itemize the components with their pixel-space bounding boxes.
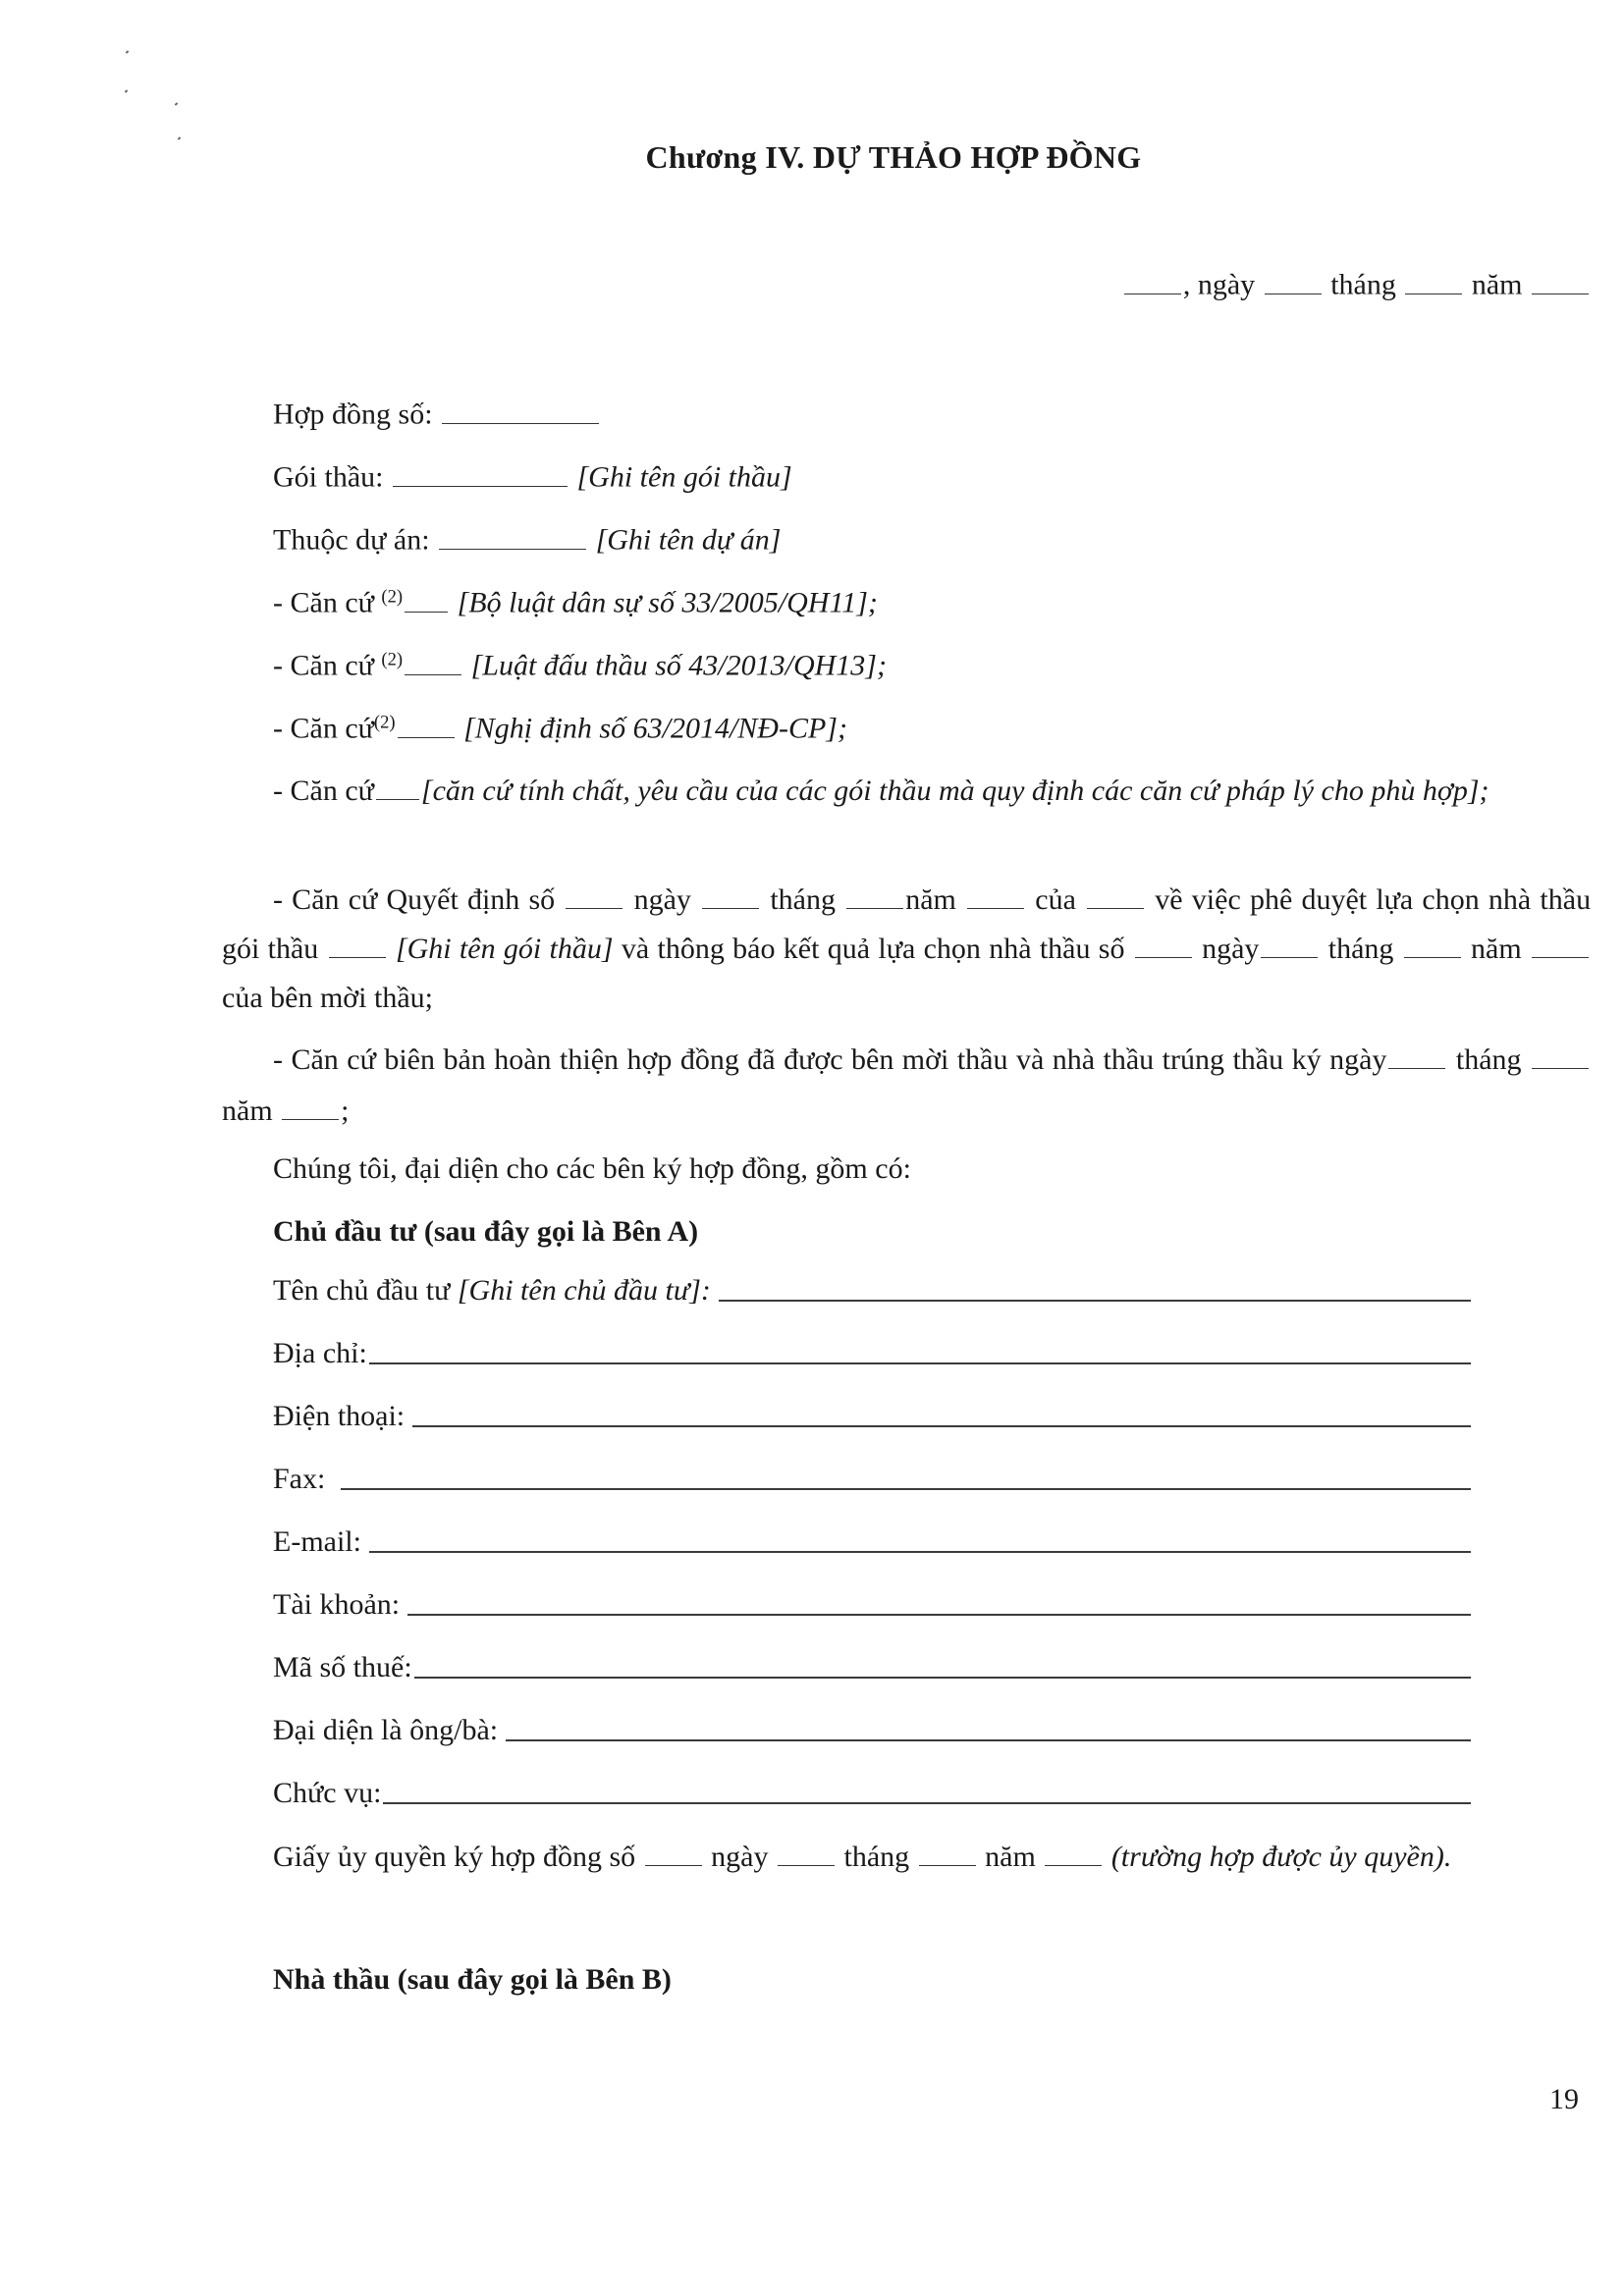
text: ngày [711,1841,769,1873]
package-label: Gói thầu: [273,460,384,494]
basis-general-paragraph [222,766,1591,817]
basis-decree [273,709,847,746]
basis-reference: [Nghị định số 63/2014/NĐ-CP]; [463,712,847,745]
package-hint: [Ghi tên gói thầu] [395,933,614,965]
blank [778,1838,835,1867]
authorization-paragraph [222,1832,1591,1883]
page-number: 19 [1549,2083,1579,2115]
field-label: Tài khoản: [273,1588,401,1621]
comma: , [1182,268,1191,301]
scan-speck [126,50,130,53]
text: của bên mời thầu; [222,982,433,1014]
field-hint: [Ghi tên chủ đầu tư]: [457,1274,711,1307]
blank [645,1838,702,1867]
contract-number-blank [442,395,599,424]
field-blank-line [414,1677,1471,1679]
basis-blank [405,646,461,675]
field-label: Đại diện là ông/bà: [273,1714,499,1746]
blank [329,930,386,959]
party-b-heading: Nhà thầu (sau đây gọi là Bên B) [273,1963,672,1996]
party-a-address-field [273,1337,1471,1370]
field-label: Tên chủ đầu tư [273,1274,451,1307]
day-blank [1265,265,1322,294]
blank [1135,930,1192,959]
text: về việc phê duyệt lựa chọn nhà thầu gói thầu [222,883,1592,965]
project-line [273,520,781,558]
party-a-heading: Chủ đầu tư (sau đây gọi là Bên A) [273,1215,699,1248]
text: ; [341,1095,350,1127]
party-a-email-field [273,1525,1471,1559]
basis-blank [398,709,455,738]
party-a-representative-field [273,1714,1471,1747]
basis-blank [376,772,419,801]
basis-prefix: - Căn cứ [273,712,374,745]
field-blank-line [341,1488,1471,1490]
blank [846,881,903,910]
field-blank-line [383,1802,1471,1804]
year-label: năm [1471,268,1523,301]
blank [1532,930,1589,959]
footnote-ref: (2) [381,586,404,608]
footnote-ref: (2) [373,712,396,733]
chapter-title: Chương IV. DỰ THẢO HỢP ĐỒNG [645,139,1142,175]
scan-speck [125,89,129,92]
scan-speck [175,102,179,105]
blank [702,881,759,910]
blank [1404,930,1461,959]
authorization-hint: (trường hợp được ủy quyền). [1110,1841,1452,1873]
blank [1532,1041,1589,1070]
intro-line: Chúng tôi, đại diện cho các bên ký hợp đồng, gồm có: [273,1152,911,1185]
blank [1045,1838,1102,1867]
basis-prefix: - Căn cứ [273,649,374,682]
basis-bidding-law [273,646,887,683]
blank [566,881,623,910]
text: và thông báo kết quả lựa chọn nhà thầu số [621,933,1125,965]
basis-prefix: - Căn cứ [273,586,374,619]
month-blank [1405,265,1462,294]
party-a-phone-field [273,1400,1471,1433]
text: năm [1471,933,1522,965]
package-hint: [Ghi tên gói thầu] [576,460,792,494]
party-a-name-field [273,1274,1471,1308]
basis-reference: [Luật đấu thầu số 43/2013/QH13]; [470,649,887,682]
blank [1261,930,1318,959]
basis-hint: [căn cứ tính chất, yêu cầu của các gói thầu mà quy định các căn cứ pháp lý cho phù hợp]; [420,774,1489,807]
text: của [1035,883,1076,916]
footnote-ref: (2) [381,649,404,670]
text: ngày [633,883,691,916]
year-blank [1532,265,1589,294]
field-label: E-mail: [273,1525,361,1558]
field-blank-line [412,1425,1471,1427]
field-blank-line [719,1300,1471,1302]
field-label: Địa chỉ: [273,1337,367,1369]
party-a-account-field [273,1588,1471,1622]
basis-reference: [Bộ luật dân sự số 33/2005/QH11]; [457,586,878,619]
field-blank-line [407,1614,1471,1616]
party-a-position-field [273,1777,1471,1810]
basis-prefix: - Căn cứ [273,774,374,807]
day-label: ngày [1197,268,1256,301]
text: tháng [843,1841,910,1873]
place-blank [1124,265,1181,294]
place-date-line [1122,265,1591,302]
field-blank-line [369,1362,1471,1364]
text: tháng [770,883,836,916]
text: tháng [1455,1043,1522,1076]
blank [919,1838,976,1867]
basis-minutes-paragraph [222,1035,1591,1137]
month-label: tháng [1330,268,1396,301]
basis-blank [405,583,448,613]
field-label: Chức vụ: [273,1777,382,1809]
text: năm [985,1841,1036,1873]
text: Giấy ủy quyền ký hợp đồng số [273,1841,636,1873]
package-blank [393,457,568,487]
basis-decision-paragraph [222,876,1591,1023]
text: năm [905,883,956,916]
field-blank-line [369,1551,1471,1553]
contract-number-line [273,395,601,432]
blank [967,881,1024,910]
text: - Căn cứ Quyết định số [273,883,556,916]
project-blank [439,520,586,550]
project-hint: [Ghi tên dự án] [595,523,782,557]
text: - Căn cứ biên bản hoàn thiện hợp đồng đã được bên mời thầu và nhà thầu trúng thầu ký ngày [273,1043,1387,1076]
basis-civil-code [273,583,878,620]
field-blank-line [506,1739,1471,1741]
blank [1087,881,1144,910]
field-label: Fax: [273,1463,326,1495]
text: năm [222,1095,273,1127]
field-label: Điện thoại: [273,1400,406,1432]
blank [282,1092,339,1121]
blank [1388,1041,1445,1070]
package-line [273,457,792,495]
text: ngày [1202,933,1260,965]
field-label: Mã số thuế: [273,1651,412,1683]
text: tháng [1327,933,1394,965]
contract-number-label: Hợp đồng số: [273,398,433,431]
party-a-tax-code-field [273,1651,1471,1684]
project-label: Thuộc dự án: [273,523,430,557]
party-a-fax-field [273,1463,1471,1496]
